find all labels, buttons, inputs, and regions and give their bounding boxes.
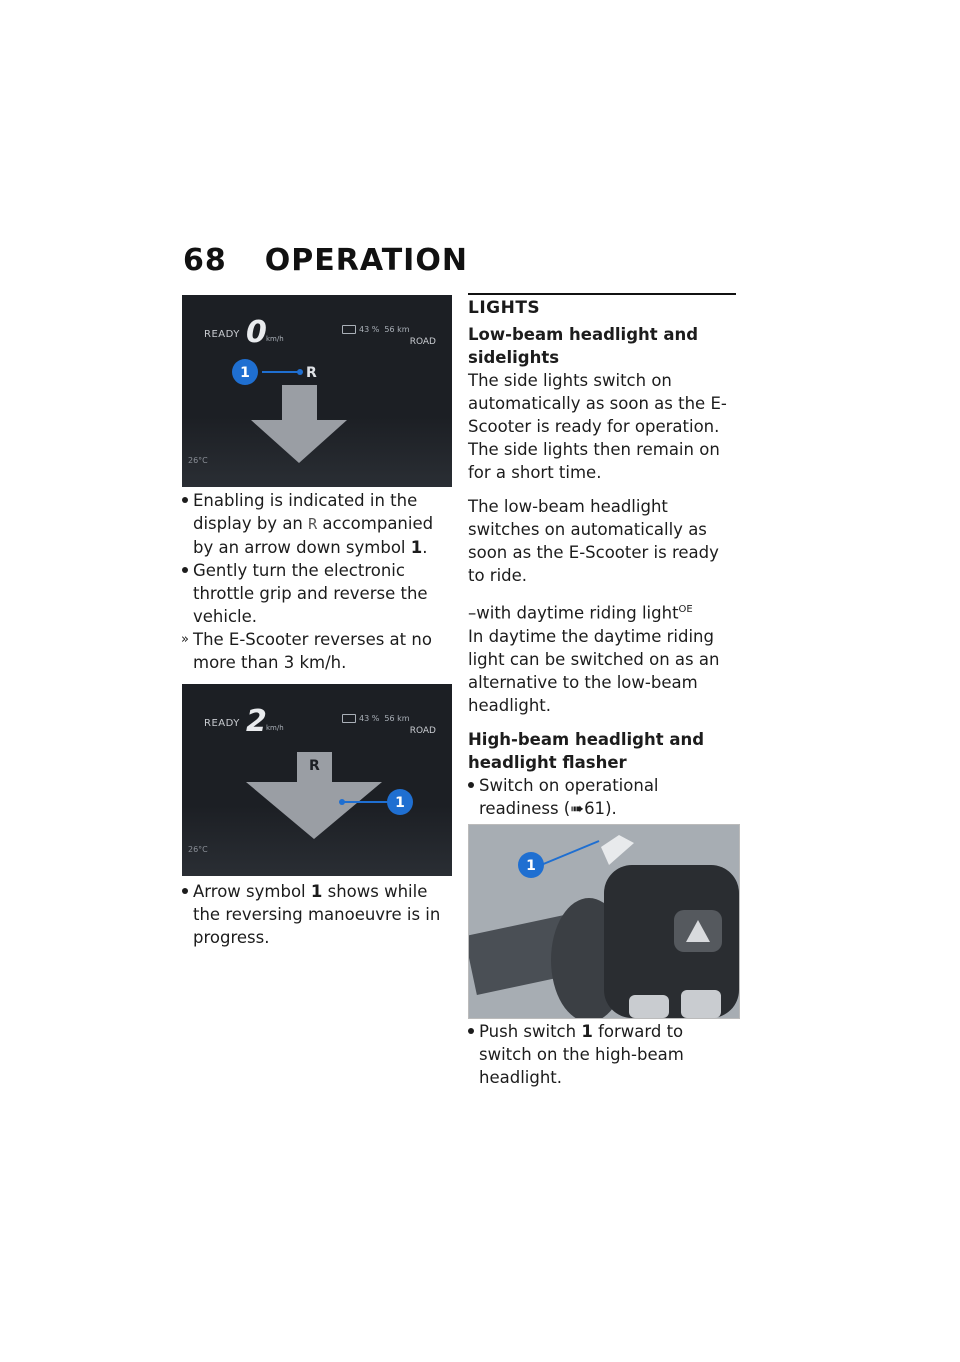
speed-value: 0 [246,315,267,350]
left-text-2 [182,880,452,949]
range-value: 56 km [384,325,410,334]
result-item: » The E-Scooter reverses at no more than 3 km/h. [182,628,452,674]
ready-label: READY [204,718,240,729]
ready-label: READY [204,329,240,340]
gear-r-label: R [309,758,320,774]
gear-r-label: R [306,365,317,381]
range-value: 56 km [384,714,410,723]
list-item: Push switch 1 forward to switch on the high-beam headlight. [468,1020,740,1089]
callout-dot [297,369,303,375]
display-image-reverse-enabled [182,295,452,487]
switch-illustration [469,825,739,1018]
page-header [183,243,468,278]
reverse-graphic [182,295,452,487]
speed-unit: km/h [266,335,284,343]
page-reference-arrow-icon: ➠ [570,798,585,818]
oe-superscript: OE [678,604,693,615]
callout-number: 1 [240,365,250,381]
paragraph: The side lights switch on automatically as soon as the E-Scooter is ready for operation. The side lights then remain on for a short time. [468,371,727,482]
reverse-graphic [182,684,452,876]
lights-content [468,323,740,820]
paragraph: In daytime the daytime riding light can be switched on as an alternative to the low-beam headlight. [468,626,720,715]
list-item: Gently turn the electronic throttle grip and reverse the vehicle. [182,559,452,628]
left-text-1 [182,489,452,674]
section-title: LIGHTS [468,298,541,318]
right-text-bottom [468,1020,740,1089]
callout-number: 1 [395,795,405,811]
temperature: 26°C [188,845,208,854]
display-image-reversing [182,684,452,876]
subheading-high-beam: High-beam headlight and headlight flasher [468,729,705,772]
callout-dot [339,799,345,805]
ride-mode: ROAD [409,726,436,736]
arrow-down-icon [251,385,347,463]
list-item: Enabling is indicated in the display by an R accompanied by an arrow down symbol 1. [182,489,452,559]
list-item: Arrow symbol 1 shows while the reversing manoeuvre is in progress. [182,880,452,949]
section-rule [468,293,736,295]
ride-mode: ROAD [409,337,436,347]
handlebar-switch-photo [468,824,740,1019]
paragraph: The low-beam headlight switches on automatically as soon as the E-Scooter is ready to ride. [468,497,719,585]
page-title: OPERATION [264,243,468,278]
subheading-low-beam: Low-beam headlight and sidelights [468,325,699,367]
speed-unit: km/h [266,724,284,732]
battery-value: 43 % [359,325,380,334]
speed-value: 2 [246,704,267,739]
temperature: 26°C [188,456,208,465]
battery-value: 43 % [359,714,380,723]
list-item: Switch on operational readiness (➠61). [468,774,740,820]
option-line: –with daytime riding light$^{OE}$ [468,603,693,623]
callout-number: 1 [526,858,536,874]
page-number: 68 [183,243,227,278]
